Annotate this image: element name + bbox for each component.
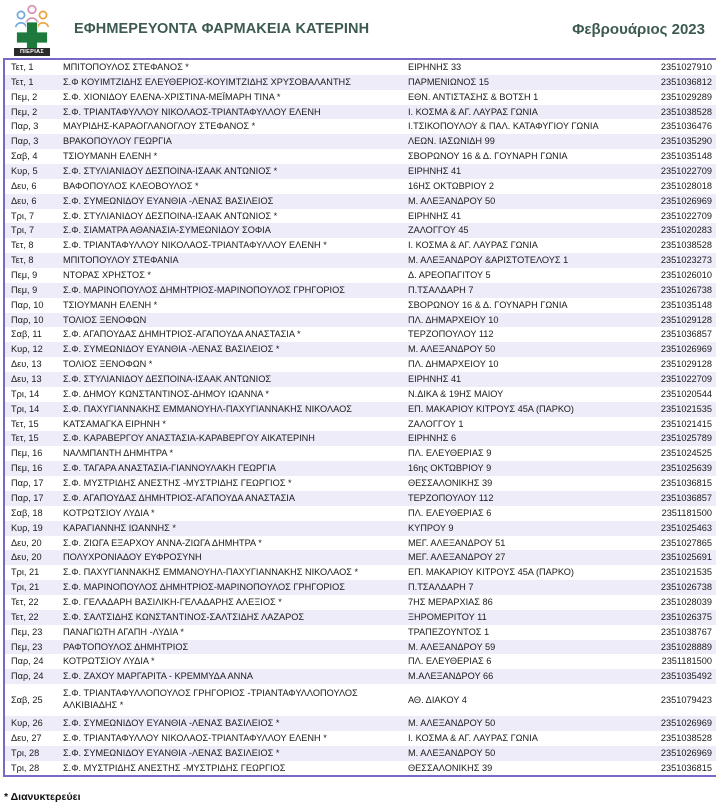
cell-day: Τετ, 22 xyxy=(5,610,57,625)
cell-phone: 2351026010 xyxy=(609,268,716,283)
cell-pharmacy-name: Σ.Φ. ΚΑΡΑΒΕΡΓΟΥ ΑΝΑΣΤΑΣΙΑ-ΚΑΡΑΒΕΡΓΟΥ ΑΙΚΑΤΕΡΙΝΗ xyxy=(57,431,402,446)
cell-pharmacy-name: ΚΟΤΡΩΤΣΙΟΥ ΛΥΔΙΑ * xyxy=(57,506,402,521)
cell-day: Τετ, 1 xyxy=(5,60,57,75)
cell-day: Πεμ, 23 xyxy=(5,625,57,640)
table-row xyxy=(5,105,716,120)
table-row xyxy=(5,461,716,476)
cell-address: ΞΗΡΟΜΕΡΙΤΟΥ 11 xyxy=(402,610,609,625)
cell-address: ΜΕΓ. ΑΛΕΞΑΝΔΡΟΥ 27 xyxy=(402,550,609,565)
table-row xyxy=(5,684,716,716)
cell-address: Ι. ΚΟΣΜΑ & ΑΓ. ΛΑΥΡΑΣ ΓΩΝΙΑ xyxy=(402,238,609,253)
table-row xyxy=(5,164,716,179)
table-row xyxy=(5,446,716,461)
cell-pharmacy-name: Σ.Φ. ΑΓΑΠΟΥΔΑΣ ΔΗΜΗΤΡΙΟΣ-ΑΓΑΠΟΥΔΑ ΑΝΑΣΤΑΣΙΑ * xyxy=(57,327,402,342)
table-row xyxy=(5,357,716,372)
table-row xyxy=(5,119,716,134)
pharmacy-schedule-table xyxy=(5,60,716,775)
table-row xyxy=(5,342,716,357)
cell-day: Πεμ, 2 xyxy=(5,90,57,105)
cell-day: Δευ, 13 xyxy=(5,372,57,387)
cell-pharmacy-name: Σ.Φ. ΤΡΙΑΝΤΑΦΥΛΛΟΥ ΝΙΚΟΛΑΟΣ-ΤΡΙΑΝΤΑΦΥΛΛΟΥ ΕΛΕΝΗ xyxy=(57,105,402,120)
cell-phone: 2351021535 xyxy=(609,565,716,580)
cell-address: ΕΙΡΗΝΗΣ 6 xyxy=(402,431,609,446)
cell-day: Τετ, 8 xyxy=(5,238,57,253)
table-row xyxy=(5,640,716,655)
cell-day: Κυρ, 12 xyxy=(5,342,57,357)
cell-address: ΠΛ. ΕΛΕΥΘΕΡΙΑΣ 6 xyxy=(402,506,609,521)
cell-day: Πεμ, 16 xyxy=(5,446,57,461)
table-row xyxy=(5,731,716,746)
cell-day: Παρ, 17 xyxy=(5,476,57,491)
cell-address: ΚΥΠΡΟΥ 9 xyxy=(402,521,609,536)
cell-phone: 2351025463 xyxy=(609,521,716,536)
month-label: Φεβρουάριος 2023 xyxy=(572,20,705,38)
cell-phone: 2351025639 xyxy=(609,461,716,476)
cell-pharmacy-name: Σ.Φ. ΣΙΑΜΑΤΡΑ ΑΘΑΝΑΣΙΑ-ΣΥΜΕΩΝΙΔΟΥ ΣΟΦΙΑ xyxy=(57,223,402,238)
cell-address: ΤΕΡΖΟΠΟΥΛΟΥ 112 xyxy=(402,491,609,506)
cell-phone: 2351181500 xyxy=(609,654,716,669)
cell-address: ΖΑΛΟΓΓΟΥ 45 xyxy=(402,223,609,238)
cell-phone: 2351028039 xyxy=(609,595,716,610)
table-row xyxy=(5,402,716,417)
table-row xyxy=(5,761,716,776)
pharmacy-association-logo xyxy=(6,2,58,56)
cell-address: ΕΙΡΗΝΗΣ 33 xyxy=(402,60,609,75)
table-row xyxy=(5,90,716,105)
cell-phone: 2351020283 xyxy=(609,223,716,238)
cell-day: Παρ, 3 xyxy=(5,134,57,149)
cell-phone: 2351026969 xyxy=(609,716,716,731)
cell-phone: 2351026738 xyxy=(609,283,716,298)
cell-address: Δ. ΑΡΕΟΠΑΓΙΤΟΥ 5 xyxy=(402,268,609,283)
cell-day: Σαβ, 4 xyxy=(5,149,57,164)
table-row xyxy=(5,521,716,536)
cell-phone: 2351027910 xyxy=(609,60,716,75)
cell-address: ΕΙΡΗΝΗΣ 41 xyxy=(402,164,609,179)
cell-address: Π.ΤΣΑΛΔΑΡΗ 7 xyxy=(402,580,609,595)
cell-address: Μ. ΑΛΕΞΑΝΔΡΟΥ 50 xyxy=(402,342,609,357)
cell-address: ΘΕΣΣΑΛΟΝΙΚΗΣ 39 xyxy=(402,761,609,776)
cell-pharmacy-name: ΝΤΟΡΑΣ ΧΡΗΣΤΟΣ * xyxy=(57,268,402,283)
cell-phone: 2351025691 xyxy=(609,550,716,565)
cell-day: Παρ, 24 xyxy=(5,669,57,684)
cell-pharmacy-name: Σ.Φ. ΖΑΧΟΥ ΜΑΡΓΑΡΙΤΑ - ΚΡΕΜΜΥΔΑ ΑΝΝΑ xyxy=(57,669,402,684)
cell-address: Ν.ΔΙΚΑ & 19ΗΣ ΜΑΙΟΥ xyxy=(402,387,609,402)
cell-pharmacy-name: Σ.Φ. ΣΥΜΕΩΝΙΔΟΥ ΕΥΑΝΘΙΑ -ΛΕΝΑΣ ΒΑΣΙΛΕΙΟΣ * xyxy=(57,342,402,357)
cell-pharmacy-name: ΒΡΑΚΟΠΟΥΛΟΥ ΓΕΩΡΓΙΑ xyxy=(57,134,402,149)
cell-address: Ι. ΚΟΣΜΑ & ΑΓ. ΛΑΥΡΑΣ ΓΩΝΙΑ xyxy=(402,731,609,746)
table-row xyxy=(5,625,716,640)
cell-day: Τρι, 7 xyxy=(5,209,57,224)
cell-address: ΠΛ. ΔΗΜΑΡΧΕΙΟΥ 10 xyxy=(402,357,609,372)
table-row xyxy=(5,134,716,149)
cell-address: 16ΗΣ ΟΚΤΩΒΡΙΟΥ 2 xyxy=(402,179,609,194)
table-row xyxy=(5,506,716,521)
table-row xyxy=(5,610,716,625)
cell-day: Παρ, 10 xyxy=(5,298,57,313)
cell-day: Τρι, 14 xyxy=(5,387,57,402)
cell-day: Κυρ, 19 xyxy=(5,521,57,536)
cell-phone: 2351038767 xyxy=(609,625,716,640)
table-row xyxy=(5,654,716,669)
cell-address: ΣΒΟΡΩΝΟΥ 16 & Δ. ΓΟΥΝΑΡΗ ΓΩΝΙΑ xyxy=(402,298,609,313)
cell-address: ΘΕΣΣΑΛΟΝΙΚΗΣ 39 xyxy=(402,476,609,491)
table-row xyxy=(5,149,716,164)
cell-day: Σαβ, 25 xyxy=(5,684,57,716)
cell-day: Τετ, 15 xyxy=(5,417,57,432)
cell-day: Τετ, 22 xyxy=(5,595,57,610)
cell-address: ΠΛ. ΔΗΜΑΡΧΕΙΟΥ 10 xyxy=(402,313,609,328)
cell-phone: 2351026969 xyxy=(609,746,716,761)
cell-address: ΕΘΝ. ΑΝΤΙΣΤΑΣΗΣ & ΒΟΤΣΗ 1 xyxy=(402,90,609,105)
table-row xyxy=(5,565,716,580)
table-row xyxy=(5,372,716,387)
footnote-overnight: * Διανυκτερεύει xyxy=(4,791,81,803)
cell-phone: 2351022709 xyxy=(609,209,716,224)
cell-phone: 2351036815 xyxy=(609,761,716,776)
cell-pharmacy-name: Σ.Φ. ΔΗΜΟΥ ΚΩΝΣΤΑΝΤΙΝΟΣ-ΔΗΜΟΥ ΙΩΑΝΝΑ * xyxy=(57,387,402,402)
cell-address: ΑΘ. ΔΙΑΚΟΥ 4 xyxy=(402,684,609,716)
table-row xyxy=(5,313,716,328)
cell-day: Τετ, 8 xyxy=(5,253,57,268)
cell-phone: 2351022709 xyxy=(609,164,716,179)
cell-phone: 2351079423 xyxy=(609,684,716,716)
cell-phone: 2351023273 xyxy=(609,253,716,268)
cell-pharmacy-name: Σ.Φ. ΜΑΡΙΝΟΠΟΥΛΟΣ ΔΗΜΗΤΡΙΟΣ-ΜΑΡΙΝΟΠΟΥΛΟΣ ΓΡΗΓΟΡΙΟΣ xyxy=(57,283,402,298)
cell-day: Τετ, 15 xyxy=(5,431,57,446)
cell-phone: 2351026969 xyxy=(609,342,716,357)
cell-pharmacy-name: Σ.Φ. ΠΑΧΥΓΙΑΝΝΑΚΗΣ ΕΜΜΑΝΟΥΗΛ-ΠΑΧΥΓΙΑΝΝΑΚΗΣ ΝΙΚΟΛΑΟΣ xyxy=(57,402,402,417)
cell-pharmacy-name: ΠΑΝΑΓΙΩΤΗ ΑΓΑΠΗ -ΛΥΔΙΑ * xyxy=(57,625,402,640)
cell-address: ΠΛ. ΕΛΕΥΘΕΡΙΑΣ 9 xyxy=(402,446,609,461)
cell-phone: 2351036857 xyxy=(609,327,716,342)
cell-address: ΠΛ. ΕΛΕΥΘΕΡΙΑΣ 6 xyxy=(402,654,609,669)
cell-day: Δευ, 6 xyxy=(5,194,57,209)
table-row xyxy=(5,669,716,684)
cell-day: Τρι, 21 xyxy=(5,580,57,595)
cell-address: Μ. ΑΛΕΞΑΝΔΡΟΥ 50 xyxy=(402,716,609,731)
cell-address: ΛΕΩΝ. ΙΑΣΩΝΙΔΗ 99 xyxy=(402,134,609,149)
cell-day: Παρ, 3 xyxy=(5,119,57,134)
cell-address: Μ. ΑΛΕΞΑΝΔΡΟΥ 50 xyxy=(402,746,609,761)
cell-address: ΜΕΓ. ΑΛΕΞΑΝΔΡΟΥ 51 xyxy=(402,536,609,551)
cell-phone: 2351029128 xyxy=(609,357,716,372)
page-header xyxy=(0,0,719,58)
table-row xyxy=(5,536,716,551)
schedule-table-container xyxy=(3,58,716,777)
cell-phone: 2351036812 xyxy=(609,75,716,90)
cell-day: Τρι, 21 xyxy=(5,565,57,580)
table-row xyxy=(5,268,716,283)
cell-phone: 2351035492 xyxy=(609,669,716,684)
cell-pharmacy-name: ΚΑΡΑΓΙΑΝΝΗΣ ΙΩΑΝΝΗΣ * xyxy=(57,521,402,536)
cell-day: Σαβ, 18 xyxy=(5,506,57,521)
cell-address: ΕΙΡΗΝΗΣ 41 xyxy=(402,209,609,224)
table-row xyxy=(5,238,716,253)
cell-pharmacy-name: ΠΟΛΥΧΡΟΝΙΑΔΟΥ ΕΥΦΡΟΣΥΝΗ xyxy=(57,550,402,565)
cell-phone: 2351028018 xyxy=(609,179,716,194)
cell-phone: 2351036815 xyxy=(609,476,716,491)
cell-pharmacy-name: Σ.Φ. ΠΑΧΥΓΙΑΝΝΑΚΗΣ ΕΜΜΑΝΟΥΗΛ-ΠΑΧΥΓΙΑΝΝΑΚΗΣ ΝΙΚΟΛΑΟΣ * xyxy=(57,565,402,580)
cell-pharmacy-name: ΤΣΙΟΥΜΑΝΗ ΕΛΕΝΗ * xyxy=(57,298,402,313)
cell-pharmacy-name: Σ.Φ. ΣΤΥΛΙΑΝΙΔΟΥ ΔΕΣΠΟΙΝΑ-ΙΣΑΑΚ ΑΝΤΩΝΙΟΣ xyxy=(57,372,402,387)
cell-day: Πεμ, 9 xyxy=(5,283,57,298)
cell-pharmacy-name: ΤΟΛΙΟΣ ΞΕΝΟΦΩΝ * xyxy=(57,357,402,372)
table-row xyxy=(5,223,716,238)
cell-pharmacy-name: Σ.Φ ΚΟΥΙΜΤΖΙΔΗΣ ΕΛΕΥΘΕΡΙΟΣ-ΚΟΥΙΜΤΖΙΔΗΣ ΧΡΥΣΟΒΑΛΑΝΤΗΣ xyxy=(57,75,402,90)
cell-phone: 2351026969 xyxy=(609,194,716,209)
cell-address: Μ. ΑΛΕΞΑΝΔΡΟΥ 59 xyxy=(402,640,609,655)
table-row xyxy=(5,550,716,565)
table-row xyxy=(5,595,716,610)
cell-phone: 2351020544 xyxy=(609,387,716,402)
cell-phone: 2351025789 xyxy=(609,431,716,446)
schedule-table-body xyxy=(5,60,716,775)
table-row xyxy=(5,209,716,224)
cell-pharmacy-name: Σ.Φ. ΣΤΥΛΙΑΝΙΔΟΥ ΔΕΣΠΟΙΝΑ-ΙΣΑΑΚ ΑΝΤΩΝΙΟΣ * xyxy=(57,209,402,224)
table-row xyxy=(5,491,716,506)
table-row xyxy=(5,194,716,209)
cell-phone: 2351029128 xyxy=(609,313,716,328)
cell-phone: 2351036857 xyxy=(609,491,716,506)
cell-day: Πεμ, 23 xyxy=(5,640,57,655)
table-row xyxy=(5,476,716,491)
cell-phone: 2351036476 xyxy=(609,119,716,134)
cell-phone: 2351022709 xyxy=(609,372,716,387)
cell-day: Δευ, 27 xyxy=(5,731,57,746)
cell-day: Τρι, 14 xyxy=(5,402,57,417)
cell-pharmacy-name: Σ.Φ. ΣΥΜΕΩΝΙΔΟΥ ΕΥΑΝΘΙΑ -ΛΕΝΑΣ ΒΑΣΙΛΕΙΟΣ * xyxy=(57,716,402,731)
cell-phone: 2351181500 xyxy=(609,506,716,521)
cell-phone: 2351021415 xyxy=(609,417,716,432)
cell-day: Δευ, 20 xyxy=(5,550,57,565)
cell-pharmacy-name: Σ.Φ. ΜΥΣΤΡΙΔΗΣ ΑΝΕΣΤΗΣ -ΜΥΣΤΡΙΔΗΣ ΓΕΩΡΓΙΟΣ xyxy=(57,761,402,776)
cell-address: ΖΑΛΟΓΓΟΥ 1 xyxy=(402,417,609,432)
table-row xyxy=(5,327,716,342)
cell-address: ΕΠ. ΜΑΚΑΡΙΟΥ ΚΙΤΡΟΥΣ 45Α (ΠΑΡΚΟ) xyxy=(402,565,609,580)
cell-day: Παρ, 17 xyxy=(5,491,57,506)
cell-day: Δευ, 6 xyxy=(5,179,57,194)
cell-pharmacy-name: Σ.Φ. ΓΕΛΑΔΑΡΗ ΒΑΣΙΛΙΚΗ-ΓΕΛΑΔΑΡΗΣ ΑΛΕΞΙΟΣ * xyxy=(57,595,402,610)
cell-phone: 2351038528 xyxy=(609,105,716,120)
cell-pharmacy-name: ΜΠΙΤΟΠΟΥΛΟΣ ΣΤΕΦΑΝΟΣ * xyxy=(57,60,402,75)
cell-day: Δευ, 13 xyxy=(5,357,57,372)
cell-phone: 2351026375 xyxy=(609,610,716,625)
cell-address: Μ.ΑΛΕΞΑΝΔΡΟΥ 66 xyxy=(402,669,609,684)
table-row xyxy=(5,387,716,402)
cell-pharmacy-name: Σ.Φ. ΤΡΙΑΝΤΑΦΥΛΛΟΥ ΝΙΚΟΛΑΟΣ-ΤΡΙΑΝΤΑΦΥΛΛΟΥ ΕΛΕΝΗ * xyxy=(57,731,402,746)
cell-day: Πεμ, 2 xyxy=(5,105,57,120)
cell-address: Μ. ΑΛΕΞΑΝΔΡΟΥ 50 xyxy=(402,194,609,209)
cell-pharmacy-name: Σ.Φ. ΤΡΙΑΝΤΑΦΥΛΛΟΥ ΝΙΚΟΛΑΟΣ-ΤΡΙΑΝΤΑΦΥΛΛΟΥ ΕΛΕΝΗ * xyxy=(57,238,402,253)
table-row xyxy=(5,746,716,761)
cell-address: ΣΒΟΡΩΝΟΥ 16 & Δ. ΓΟΥΝΑΡΗ ΓΩΝΙΑ xyxy=(402,149,609,164)
cell-address: Ι.ΤΣΙΚΟΠΟΥΛΟΥ & ΠΑΛ. ΚΑΤΑΦΥΓΙΟΥ ΓΩΝΙΑ xyxy=(402,119,609,134)
cell-day: Σαβ, 11 xyxy=(5,327,57,342)
table-row xyxy=(5,179,716,194)
cell-pharmacy-name: Σ.Φ. ΤΡΙΑΝΤΑΦΥΛΛΟΠΟΥΛΟΣ ΓΡΗΓΟΡΙΟΣ -ΤΡΙΑΝΤΑΦΥΛΛΟΠΟΥΛΟΣ ΑΛΚΙΒΙΑΔΗΣ * xyxy=(57,684,402,716)
cell-phone: 2351028889 xyxy=(609,640,716,655)
cell-pharmacy-name: Σ.Φ. ΣΤΥΛΙΑΝΙΔΟΥ ΔΕΣΠΟΙΝΑ-ΙΣΑΑΚ ΑΝΤΩΝΙΟΣ * xyxy=(57,164,402,179)
cell-day: Τρι, 28 xyxy=(5,746,57,761)
cell-pharmacy-name: Σ.Φ. ΜΥΣΤΡΙΔΗΣ ΑΝΕΣΤΗΣ -ΜΥΣΤΡΙΔΗΣ ΓΕΩΡΓΙΟΣ * xyxy=(57,476,402,491)
logo-label: ΠΙΕΡΙΑΣ xyxy=(14,48,50,56)
cell-phone: 2351024525 xyxy=(609,446,716,461)
cell-phone: 2351029289 xyxy=(609,90,716,105)
cell-phone: 2351038528 xyxy=(609,238,716,253)
cell-pharmacy-name: ΜΠΙΤΟΠΟΥΛΟΥ ΣΤΕΦΑΝΙΑ xyxy=(57,253,402,268)
table-row xyxy=(5,716,716,731)
cell-phone: 2351035148 xyxy=(609,149,716,164)
table-row xyxy=(5,75,716,90)
cell-pharmacy-name: ΚΑΤΣΑΜΑΓΚΑ ΕΙΡΗΝΗ * xyxy=(57,417,402,432)
table-row xyxy=(5,283,716,298)
cell-day: Κυρ, 5 xyxy=(5,164,57,179)
cell-phone: 2351021535 xyxy=(609,402,716,417)
cell-pharmacy-name: Σ.Φ. ΣΑΛΤΣΙΔΗΣ ΚΩΝΣΤΑΝΤΙΝΟΣ-ΣΑΛΤΣΙΔΗΣ ΛΑΖΑΡΟΣ xyxy=(57,610,402,625)
table-row xyxy=(5,431,716,446)
table-row xyxy=(5,417,716,432)
cell-day: Δευ, 20 xyxy=(5,536,57,551)
cell-pharmacy-name: ΡΑΦΤΟΠΟΥΛΟΣ ΔΗΜΗΤΡΙΟΣ xyxy=(57,640,402,655)
cell-day: Πεμ, 16 xyxy=(5,461,57,476)
cell-phone: 2351038528 xyxy=(609,731,716,746)
cell-day: Παρ, 10 xyxy=(5,313,57,328)
cell-pharmacy-name: ΜΑΥΡΙΔΗΣ-ΚΑΡΑΟΓΛΑΝΟΓΛΟΥ ΣΤΕΦΑΝΟΣ * xyxy=(57,119,402,134)
cell-pharmacy-name: ΤΣΙΟΥΜΑΝΗ ΕΛΕΝΗ * xyxy=(57,149,402,164)
cell-pharmacy-name: ΒΑΦΟΠΟΥΛΟΣ ΚΛΕΟΒΟΥΛΟΣ * xyxy=(57,179,402,194)
cell-address: ΕΙΡΗΝΗΣ 41 xyxy=(402,372,609,387)
cell-pharmacy-name: Σ.Φ. ΣΥΜΕΩΝΙΔΟΥ ΕΥΑΝΘΙΑ -ΛΕΝΑΣ ΒΑΣΙΛΕΙΟΣ xyxy=(57,194,402,209)
cell-phone: 2351035148 xyxy=(609,298,716,313)
cell-pharmacy-name: ΚΟΤΡΩΤΣΙΟΥ ΛΥΔΙΑ * xyxy=(57,654,402,669)
cell-address: ΠΑΡΜΕΝΙΩΝΟΣ 15 xyxy=(402,75,609,90)
table-row xyxy=(5,253,716,268)
cell-day: Παρ, 24 xyxy=(5,654,57,669)
cell-pharmacy-name: Σ.Φ. ΤΑΓΑΡΑ ΑΝΑΣΤΑΣΙΑ-ΓΙΑΝΝΟΥΛΑΚΗ ΓΕΩΡΓΙΑ xyxy=(57,461,402,476)
page-title: ΕΦΗΜΕΡΕΥΟΝΤΑ ΦΑΡΜΑΚΕΙΑ ΚΑΤΕΡΙΝΗ xyxy=(74,21,370,37)
cell-pharmacy-name: Σ.Φ. ΖΙΩΓΑ ΕΞΑΡΧΟΥ ΑΝΝΑ-ΖΙΩΓΑ ΔΗΜΗΤΡΑ * xyxy=(57,536,402,551)
cell-address: ΕΠ. ΜΑΚΑΡΙΟΥ ΚΙΤΡΟΥΣ 45Α (ΠΑΡΚΟ) xyxy=(402,402,609,417)
cell-address: 7ΗΣ ΜΕΡΑΡΧΙΑΣ 86 xyxy=(402,595,609,610)
cell-pharmacy-name: ΤΟΛΙΟΣ ΞΕΝΟΦΩΝ xyxy=(57,313,402,328)
cell-address: ΤΕΡΖΟΠΟΥΛΟΥ 112 xyxy=(402,327,609,342)
cell-day: Τρι, 28 xyxy=(5,761,57,776)
cell-phone: 2351035290 xyxy=(609,134,716,149)
cell-day: Κυρ, 26 xyxy=(5,716,57,731)
cell-address: Ι. ΚΟΣΜΑ & ΑΓ. ΛΑΥΡΑΣ ΓΩΝΙΑ xyxy=(402,105,609,120)
table-row xyxy=(5,298,716,313)
cell-phone: 2351026738 xyxy=(609,580,716,595)
cell-pharmacy-name: Σ.Φ. ΣΥΜΕΩΝΙΔΟΥ ΕΥΑΝΘΙΑ -ΛΕΝΑΣ ΒΑΣΙΛΕΙΟΣ * xyxy=(57,746,402,761)
cell-address: 16ης ΟΚΤΩΒΡΙΟΥ 9 xyxy=(402,461,609,476)
cell-address: Π.ΤΣΑΛΔΑΡΗ 7 xyxy=(402,283,609,298)
cell-phone: 2351027865 xyxy=(609,536,716,551)
cell-day: Πεμ, 9 xyxy=(5,268,57,283)
cell-day: Τετ, 1 xyxy=(5,75,57,90)
cell-pharmacy-name: ΝΑΛΜΠΑΝΤΗ ΔΗΜΗΤΡΑ * xyxy=(57,446,402,461)
table-row xyxy=(5,60,716,75)
cell-pharmacy-name: Σ.Φ. ΑΓΑΠΟΥΔΑΣ ΔΗΜΗΤΡΙΟΣ-ΑΓΑΠΟΥΔΑ ΑΝΑΣΤΑΣΙΑ xyxy=(57,491,402,506)
cell-day: Τρι, 7 xyxy=(5,223,57,238)
cell-pharmacy-name: Σ.Φ. ΧΙΟΝΙΔΟΥ ΕΛΕΝΑ-ΧΡΙΣΤΙΝΑ-ΜΕΪΜΑΡΗ ΤΙΝΑ * xyxy=(57,90,402,105)
cell-pharmacy-name: Σ.Φ. ΜΑΡΙΝΟΠΟΥΛΟΣ ΔΗΜΗΤΡΙΟΣ-ΜΑΡΙΝΟΠΟΥΛΟΣ ΓΡΗΓΟΡΙΟΣ xyxy=(57,580,402,595)
table-row xyxy=(5,580,716,595)
cell-address: ΤΡΑΠΕΖΟΥΝΤΟΣ 1 xyxy=(402,625,609,640)
cell-address: Μ. ΑΛΕΞΑΝΔΡΟΥ &ΑΡΙΣΤΟΤΕΛΟΥΣ 1 xyxy=(402,253,609,268)
